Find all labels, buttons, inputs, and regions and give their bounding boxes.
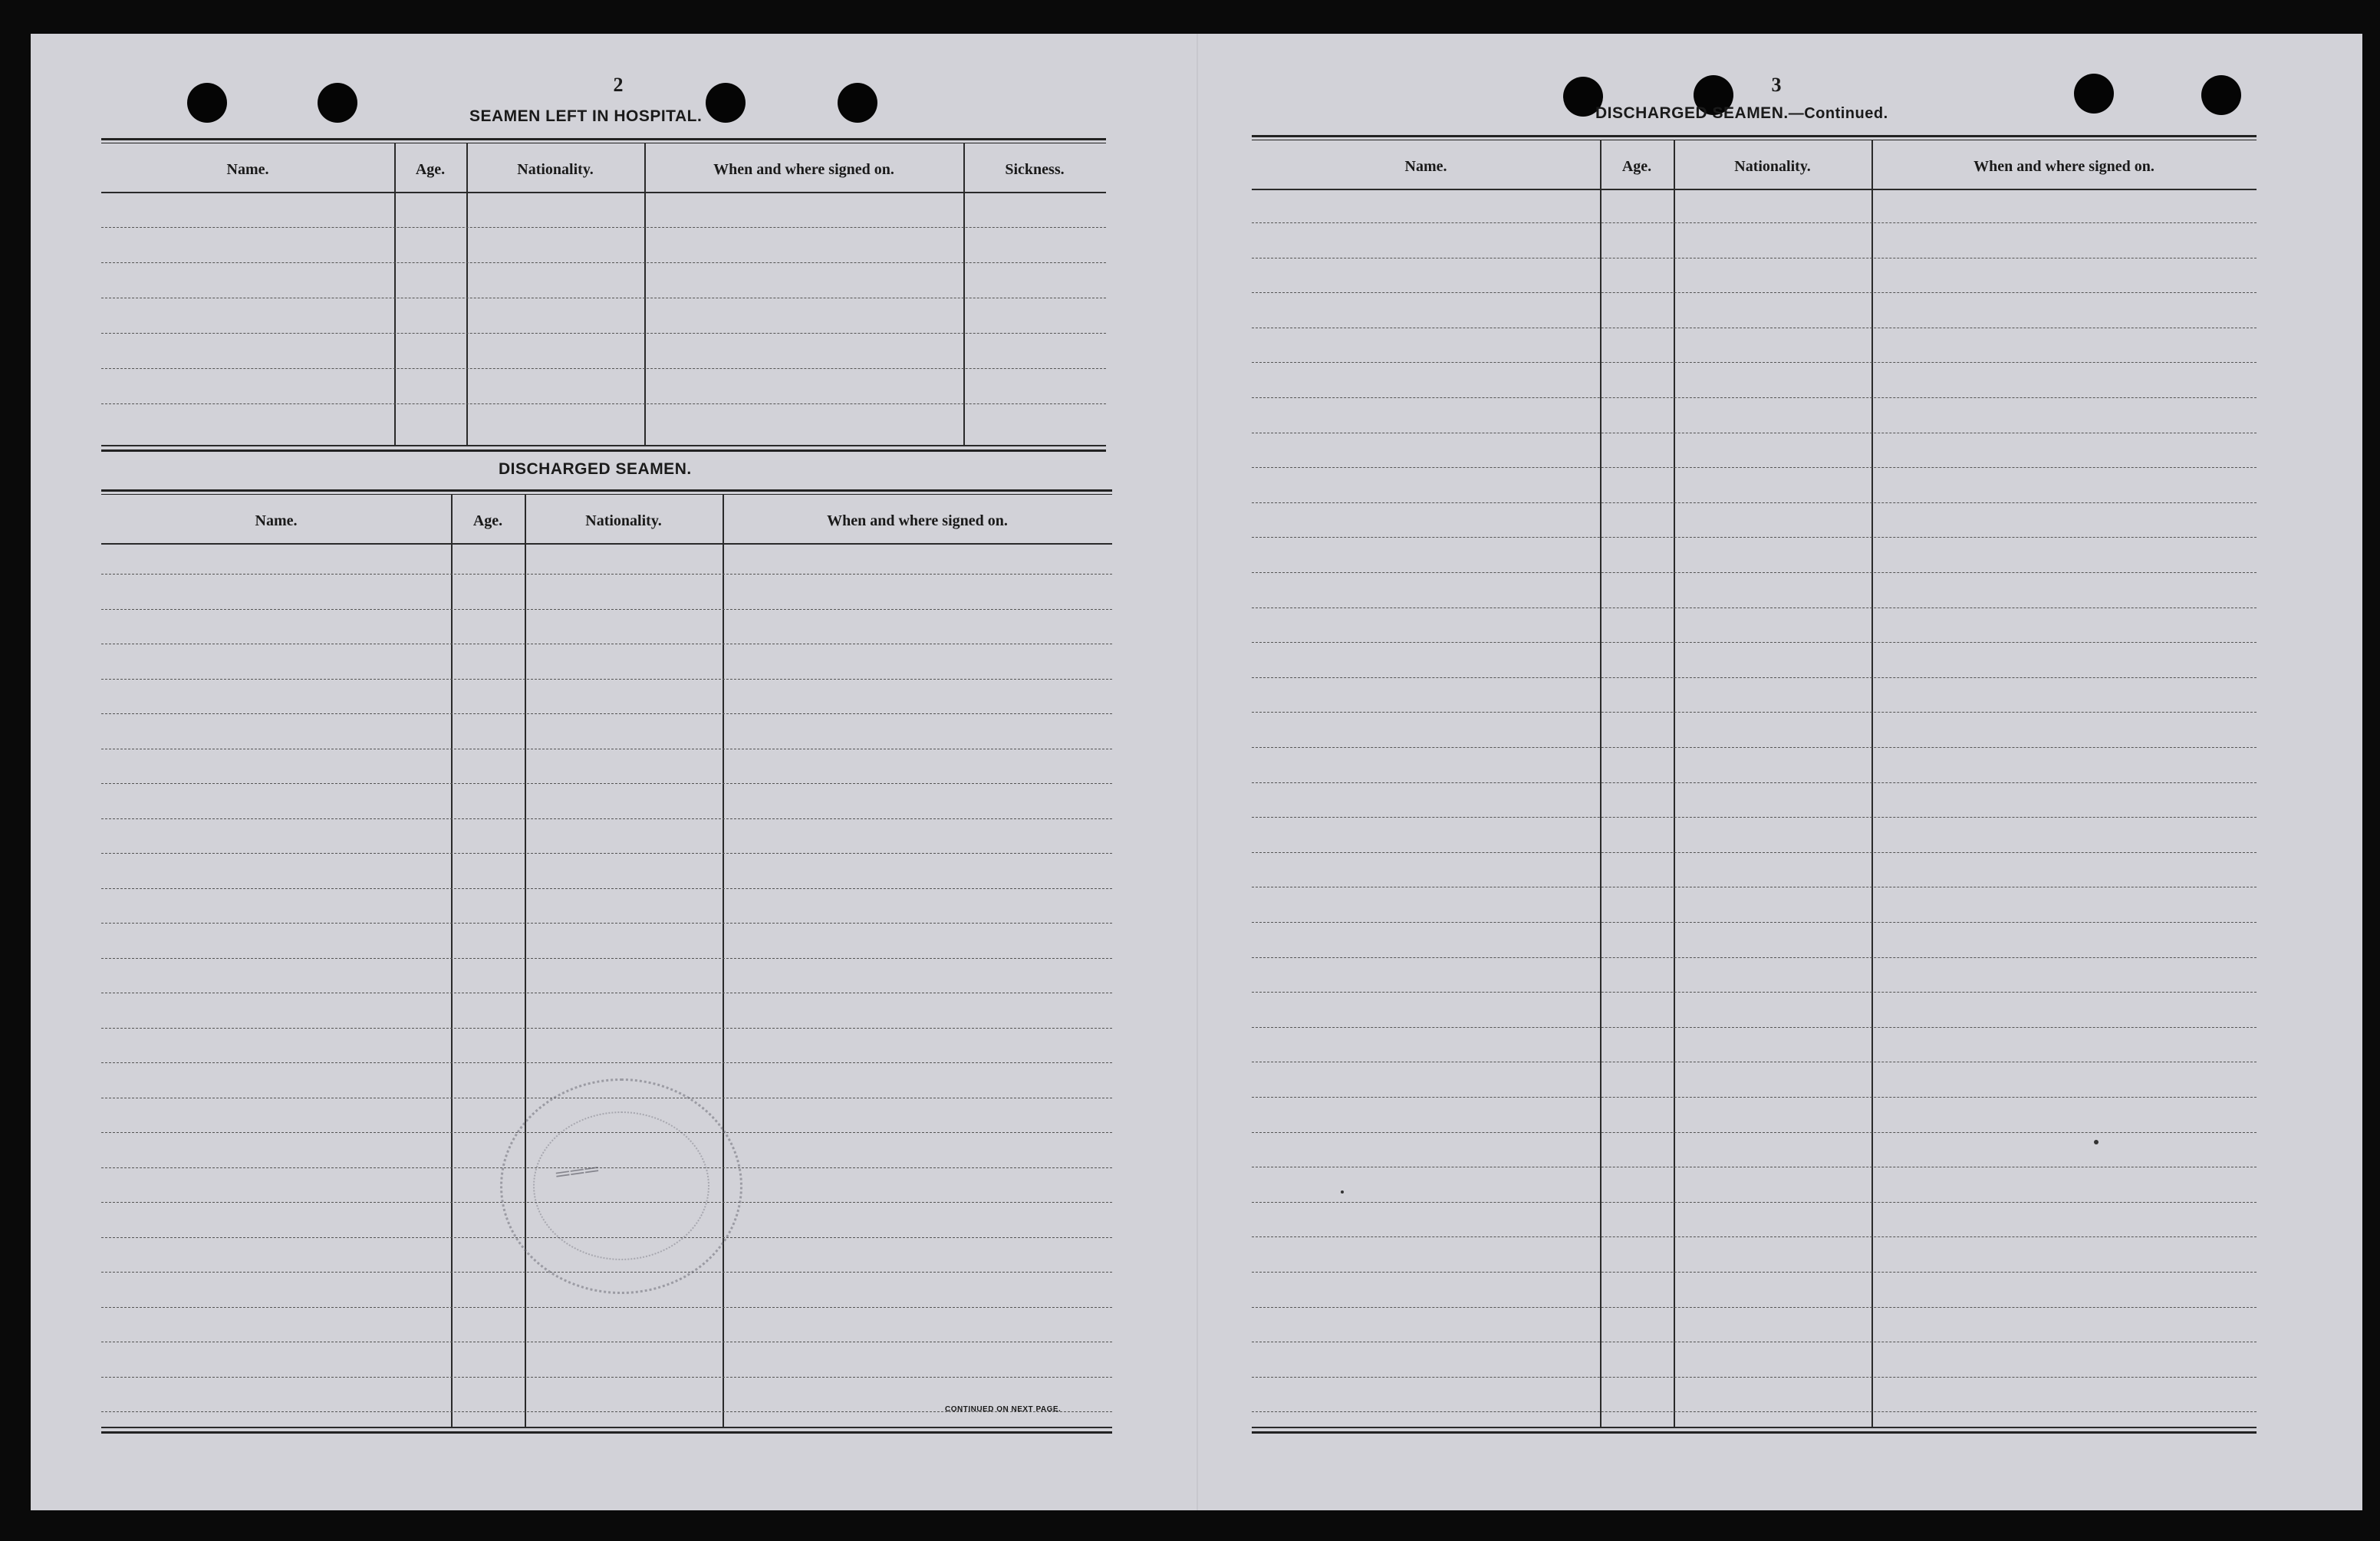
column-header-signed-on: When and where signed on. — [713, 161, 894, 178]
table-top-rule — [101, 138, 1106, 140]
hospital-table — [101, 138, 1106, 453]
stamp-mark: ═══ — [555, 1158, 601, 1185]
table-row — [101, 679, 1112, 680]
column-divider — [1674, 140, 1675, 1427]
table-row — [101, 713, 1112, 714]
header-rule — [101, 192, 1106, 193]
column-divider — [963, 143, 965, 445]
table-row — [1252, 1307, 2257, 1308]
table-row — [101, 333, 1106, 334]
table-row — [101, 1307, 1112, 1308]
table-bottom-rule — [101, 449, 1106, 452]
section-title-discharged: DISCHARGED SEAMEN. — [499, 460, 692, 478]
table-row — [101, 574, 1112, 575]
table-row — [101, 1377, 1112, 1378]
table-row — [101, 888, 1112, 889]
table-row — [1252, 712, 2257, 713]
left-page — [101, 34, 1121, 1510]
column-header-signed-on: When and where signed on. — [827, 512, 1008, 529]
table-row — [101, 1062, 1112, 1063]
section-title-text: DISCHARGED SEAMEN. — [1595, 104, 1789, 122]
column-divider — [451, 494, 453, 1427]
table-bottom-rule — [1252, 1427, 2257, 1428]
table-row — [101, 609, 1112, 610]
table-row — [1252, 572, 2257, 573]
column-divider — [644, 143, 646, 445]
header-rule — [1252, 189, 2257, 190]
column-divider — [394, 143, 396, 445]
column-divider — [723, 494, 724, 1427]
header-rule — [101, 543, 1112, 545]
column-header-nationality: Nationality. — [517, 161, 594, 178]
table-row — [1252, 677, 2257, 678]
column-header-nationality: Nationality. — [585, 512, 662, 529]
column-header-signed-on: When and where signed on. — [1973, 158, 2155, 175]
table-row — [1252, 222, 2257, 223]
table-row — [1252, 747, 2257, 748]
table-bottom-rule — [1252, 1431, 2257, 1434]
column-header-nationality: Nationality. — [1734, 158, 1811, 175]
column-divider — [1600, 140, 1601, 1427]
table-row — [1252, 852, 2257, 853]
table-row — [101, 1028, 1112, 1029]
section-title-continued: —Continued. — [1788, 105, 1888, 122]
table-row — [1252, 1027, 2257, 1028]
table-row — [101, 368, 1106, 369]
table-row — [1252, 1236, 2257, 1237]
table-row — [101, 262, 1106, 263]
table-row — [1252, 1132, 2257, 1133]
table-top-rule — [1252, 135, 2257, 137]
table-bottom-rule — [101, 445, 1106, 446]
table-row — [1252, 537, 2257, 538]
column-divider — [525, 494, 526, 1427]
official-stamp — [500, 1078, 742, 1294]
table-row — [101, 853, 1112, 854]
page-number: 3 — [1771, 74, 1782, 96]
page-fold — [1197, 34, 1198, 1510]
table-top-rule — [101, 489, 1112, 492]
table-row — [1252, 817, 2257, 818]
table-top-rule — [101, 494, 1112, 495]
table-row — [1252, 642, 2257, 643]
ink-speck — [1341, 1190, 1344, 1194]
column-header-name: Name. — [255, 512, 298, 529]
table-row — [101, 923, 1112, 924]
table-row — [101, 227, 1106, 228]
table-row — [101, 818, 1112, 819]
page-number: 2 — [613, 74, 624, 96]
table-row — [1252, 1272, 2257, 1273]
table-row — [1252, 1377, 2257, 1378]
table-row — [1252, 957, 2257, 958]
table-row — [1252, 292, 2257, 293]
table-row — [1252, 1411, 2257, 1412]
column-header-age: Age. — [415, 161, 446, 178]
section-title-discharged-continued — [1595, 104, 1888, 123]
table-row — [1252, 1097, 2257, 1098]
stamp-inner-ring — [533, 1111, 709, 1260]
table-row — [1252, 1202, 2257, 1203]
table-bottom-rule — [101, 1427, 1112, 1428]
right-page — [1252, 34, 2272, 1510]
table-row — [1252, 502, 2257, 503]
column-header-age: Age. — [472, 512, 503, 529]
table-row — [101, 783, 1112, 784]
table-row — [1252, 922, 2257, 923]
column-header-name: Name. — [226, 161, 269, 178]
column-divider — [1871, 140, 1873, 1427]
table-row — [1252, 467, 2257, 468]
column-header-name: Name. — [1404, 158, 1447, 175]
table-bottom-rule — [101, 1431, 1112, 1434]
table-row — [101, 403, 1106, 404]
discharged-table — [101, 489, 1112, 1436]
ink-speck — [2094, 1140, 2099, 1144]
table-row — [1252, 782, 2257, 783]
discharged-table-continued — [1252, 135, 2257, 1436]
document-sheet — [31, 34, 2362, 1510]
section-title-hospital: SEAMEN LEFT IN HOSPITAL. — [469, 107, 703, 125]
column-header-age: Age. — [1621, 158, 1652, 175]
table-row — [1252, 992, 2257, 993]
column-divider — [466, 143, 468, 445]
column-header-sickness: Sickness. — [1005, 161, 1065, 178]
table-row — [1252, 362, 2257, 363]
table-row — [101, 958, 1112, 959]
table-row — [1252, 397, 2257, 398]
continued-note: CONTINUED ON NEXT PAGE. — [945, 1405, 1062, 1414]
